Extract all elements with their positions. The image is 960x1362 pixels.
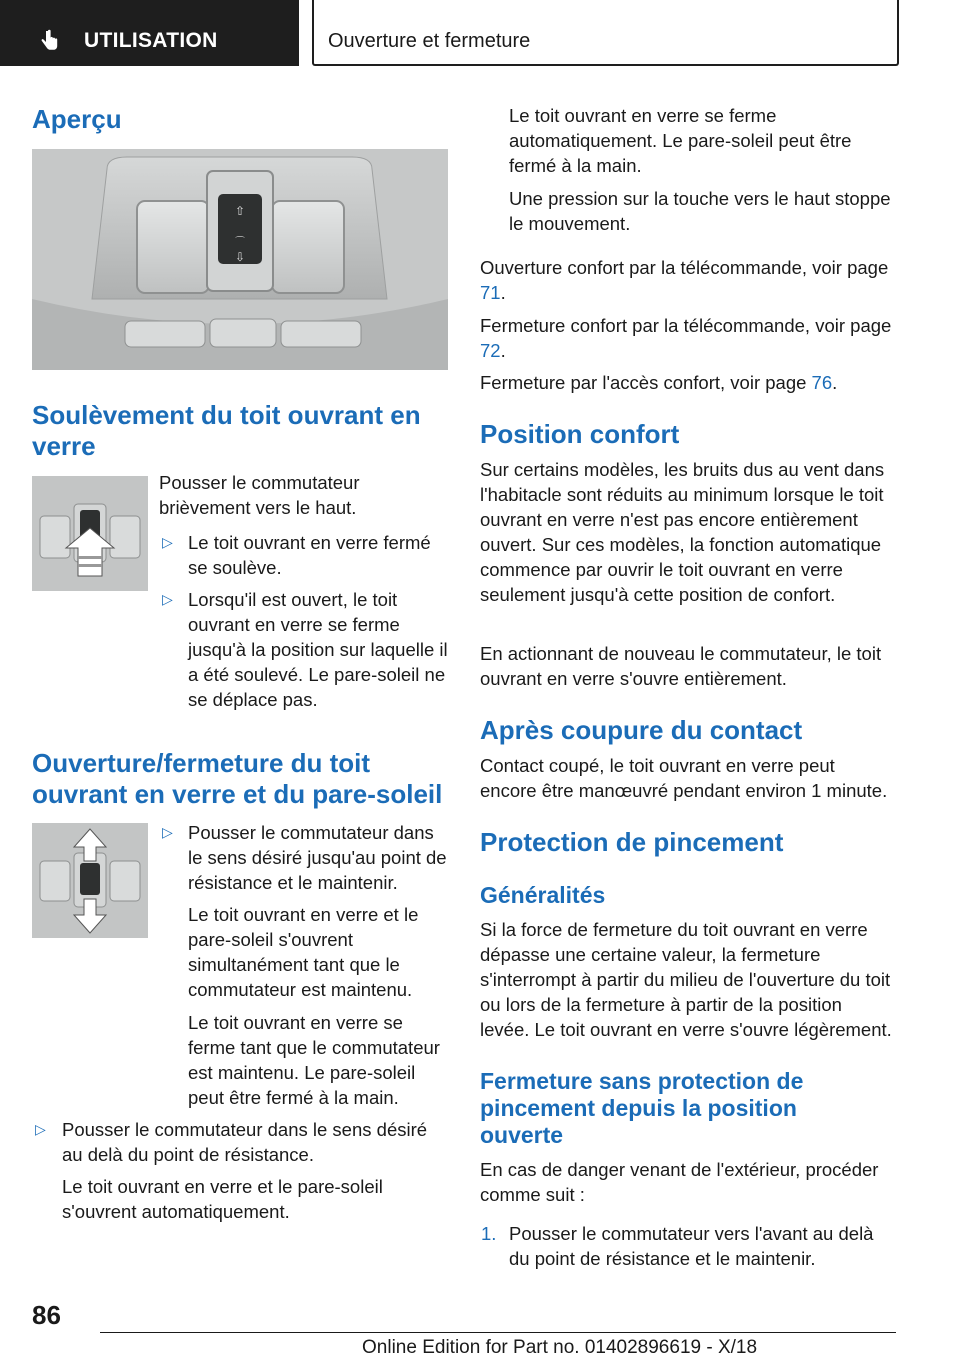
ouverture-bullet-1: Pousser le commutateur dans le sens désiré jusqu'au point de résistance et le maintenir. (188, 822, 447, 893)
step-number-1: 1. (481, 1223, 497, 1244)
fermeture-sans-protection-heading: Fermeture sans protection de pincement depuis la position ouverte (480, 1068, 804, 1148)
ref-ouverture-telecommande: Ouverture confort par la télécommande, voir page 71. (480, 257, 889, 303)
svg-text:⇧: ⇧ (234, 204, 246, 218)
svg-text:⇩: ⇩ (234, 250, 246, 264)
bullet-triangle-icon: ▷ (162, 824, 173, 840)
page-link-76[interactable]: 76 (811, 372, 833, 393)
footer-rule (100, 1332, 896, 1333)
bullet-triangle-icon: ▷ (162, 591, 173, 607)
page-number: 86 (32, 1300, 61, 1330)
hand-touch-icon (38, 29, 62, 53)
continued-para-1: Le toit ouvrant en verre se ferme automatiquement. Le pare-soleil peut être fermé à la main. (509, 105, 852, 176)
ref-fermeture-telecommande: Fermeture confort par la télécommande, voir page 72. (480, 315, 892, 361)
ouverture-bullet-1-para-2: Le toit ouvrant en verre et le pare-soleil s'ouvrent simultanément tant que le commutateur est maintenu. (188, 904, 419, 1000)
soulevement-intro: Pousser le commutateur brièvement vers le haut. (159, 472, 360, 518)
svg-text:⌒: ⌒ (235, 237, 245, 248)
ouverture-heading: Ouverture/fermeture du toit ouvrant en verre et du pare-soleil (32, 748, 443, 809)
step-1-text: Pousser le commutateur vers l'avant au delà du point de résistance et le maintenir. (509, 1223, 874, 1269)
ouverture-bullet-2-para-2: Le toit ouvrant en verre et le pare-soleil s'ouvrent automatiquement. (62, 1176, 383, 1222)
position-confort-para-2: En actionnant de nouveau le commutateur, le toit ouvrant en verre s'ouvre entièrement. (480, 643, 882, 689)
fermeture-sans-protection-para: En cas de danger venant de l'extérieur, procéder comme suit : (480, 1159, 879, 1205)
roof-console-illustration (32, 149, 448, 370)
page-link-72[interactable]: 72 (480, 340, 501, 361)
topic-title: Ouverture et fermeture (328, 30, 531, 52)
soulevement-bullet-1: Le toit ouvrant en verre fermé se soulève. (188, 532, 431, 578)
switch-up-illustration (32, 476, 148, 591)
generalites-heading: Généralités (480, 882, 606, 908)
apercu-heading: Aperçu (32, 104, 122, 134)
bullet-triangle-icon: ▷ (162, 534, 173, 550)
section-tab (0, 0, 299, 66)
continued-para-2: Une pression sur la touche vers le haut stoppe le mouvement. (509, 188, 891, 234)
protection-heading: Protection de pincement (480, 827, 784, 857)
switch-up-photo (32, 476, 148, 591)
position-confort-heading: Position confort (480, 419, 680, 449)
edition-footer: Online Edition for Part no. 01402896619 - X/18 (362, 1337, 758, 1358)
apres-coupure-para: Contact coupé, le toit ouvrant en verre peut encore être manœuvré pendant environ 1 minute. (480, 755, 888, 801)
ref-acces-confort: Fermeture par l'accès confort, voir page 76. (480, 372, 838, 393)
overview-photo (32, 149, 448, 370)
position-confort-para-1: Sur certains modèles, les bruits dus au vent dans l'habitacle sont réduits au minimum lorsque le toit ouvrant en verre n'est pas encore entièrement ouvert. Sur ces modèles, la fonction automatique commence par ouvrir le toit ouvrant en verre seulement jusqu'à cette position de confort. (480, 459, 885, 605)
soulevement-bullet-2: Lorsqu'il est ouvert, le toit ouvrant en verre se ferme jusqu'à la position sur laquelle il a été soulevé. Le pare-soleil ne se déplace pas. (188, 589, 448, 710)
generalites-para: Si la force de fermeture du toit ouvrant en verre dépasse une certaine valeur, la fermeture s'interrompt à partir du milieu de l'ouverture du toit ou lors de la fermeture à partir de la position levée. Le toit ouvrant en verre s'ouvre légèrement. (480, 919, 892, 1040)
page-link-71[interactable]: 71 (480, 282, 501, 303)
soulevement-heading: Soulèvement du toit ouvrant en verre (32, 400, 421, 461)
switch-both-illustration (32, 823, 148, 938)
apres-coupure-heading: Après coupure du contact (480, 715, 803, 745)
ouverture-bullet-1-para-3: Le toit ouvrant en verre se ferme tant que le commutateur est maintenu. Le pare-soleil peut être fermé à la main. (188, 1012, 440, 1108)
switch-both-photo (32, 823, 148, 938)
topic-box (312, 0, 899, 66)
section-label: UTILISATION (84, 29, 218, 52)
bullet-triangle-icon: ▷ (35, 1121, 46, 1137)
ouverture-bullet-2: Pousser le commutateur dans le sens désiré au delà du point de résistance. (62, 1119, 428, 1165)
